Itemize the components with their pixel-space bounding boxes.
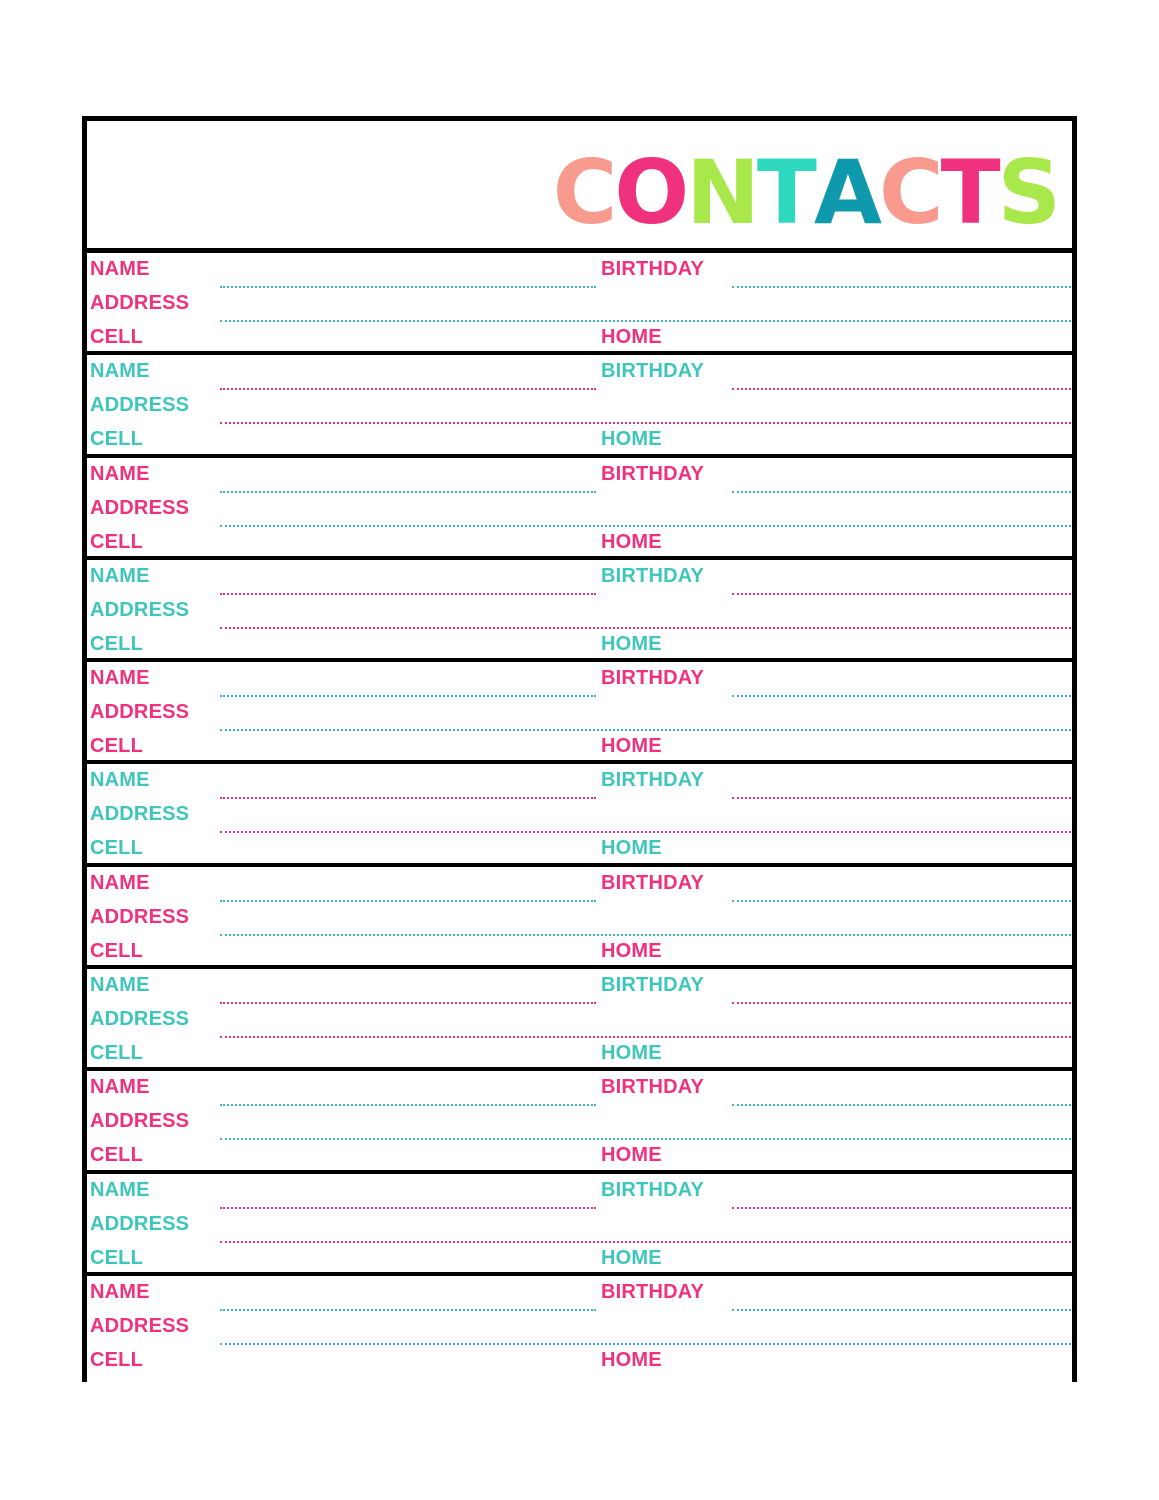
birthday-field-line[interactable] [732,1104,1071,1106]
address-label: ADDRESS [90,803,190,826]
title-letter: A [813,141,879,244]
cell-label: CELL [90,326,144,348]
cell-label: CELL [90,1042,144,1065]
title-letter: S [997,141,1058,244]
birthday-field-line[interactable] [732,1207,1071,1209]
contact-entry [87,867,1072,969]
name-label: NAME [90,564,150,587]
address-field-line[interactable] [220,1138,1071,1140]
home-label: HOME [601,530,662,553]
name-label: NAME [90,667,150,690]
contact-entry [87,662,1072,764]
name-label: NAME [90,258,150,280]
birthday-label: BIRTHDAY [601,360,705,383]
address-field-line[interactable] [220,729,1071,731]
contact-entry [87,764,1072,866]
name-field-line[interactable] [220,286,596,288]
name-label: NAME [90,871,150,894]
name-label: NAME [90,360,150,383]
home-label: HOME [601,837,662,860]
title-letter: T [940,141,998,244]
birthday-label: BIRTHDAY [601,871,705,894]
home-label: HOME [601,1144,662,1167]
name-label: NAME [90,462,150,485]
name-field-line[interactable] [220,491,596,493]
address-label: ADDRESS [90,1110,190,1133]
home-label: HOME [601,1246,662,1269]
birthday-label: BIRTHDAY [601,1076,705,1099]
contact-entry [87,1276,1072,1378]
address-label: ADDRESS [90,598,190,621]
name-label: NAME [90,769,150,792]
cell-label: CELL [90,428,144,451]
name-field-line[interactable] [220,1104,596,1106]
contacts-sheet [82,116,1077,1382]
home-label: HOME [601,735,662,758]
contact-entry [87,560,1072,662]
contact-entry [87,253,1072,355]
home-label: HOME [601,1348,662,1371]
cell-label: CELL [90,837,144,860]
birthday-field-line[interactable] [732,388,1071,390]
address-field-line[interactable] [220,831,1071,833]
address-field-line[interactable] [220,627,1071,629]
home-label: HOME [601,939,662,962]
name-field-line[interactable] [220,1002,596,1004]
address-field-line[interactable] [220,525,1071,527]
home-label: HOME [601,326,662,348]
home-label: HOME [601,632,662,655]
contact-entry [87,1071,1072,1173]
cell-label: CELL [90,530,144,553]
cell-label: CELL [90,939,144,962]
name-label: NAME [90,1076,150,1099]
contact-entry [87,458,1072,560]
name-field-line[interactable] [220,695,596,697]
address-label: ADDRESS [90,496,190,519]
address-field-line[interactable] [220,1036,1071,1038]
birthday-label: BIRTHDAY [601,564,705,587]
birthday-field-line[interactable] [732,900,1071,902]
name-field-line[interactable] [220,1309,596,1311]
title-letter: C [878,141,941,244]
page-title [553,143,1058,243]
cell-label: CELL [90,1348,144,1371]
address-label: ADDRESS [90,394,190,417]
address-field-line[interactable] [220,320,1071,322]
name-label: NAME [90,1178,150,1201]
cell-label: CELL [90,735,144,758]
title-letter: C [552,141,615,244]
birthday-label: BIRTHDAY [601,462,705,485]
address-field-line[interactable] [220,1241,1071,1243]
name-field-line[interactable] [220,388,596,390]
address-field-line[interactable] [220,1343,1071,1345]
birthday-field-line[interactable] [732,491,1071,493]
cell-label: CELL [90,1144,144,1167]
birthday-label: BIRTHDAY [601,974,705,997]
address-label: ADDRESS [90,905,190,928]
birthday-field-line[interactable] [732,695,1071,697]
name-label: NAME [90,1280,150,1303]
address-label: ADDRESS [90,1008,190,1031]
cell-label: CELL [90,1246,144,1269]
cell-label: CELL [90,632,144,655]
address-field-line[interactable] [220,422,1071,424]
title-letter: N [686,141,757,244]
address-label: ADDRESS [90,1212,190,1235]
birthday-label: BIRTHDAY [601,667,705,690]
address-label: ADDRESS [90,292,190,314]
contact-entry [87,969,1072,1071]
address-label: ADDRESS [90,1314,190,1337]
home-label: HOME [601,1042,662,1065]
birthday-label: BIRTHDAY [601,769,705,792]
birthday-label: BIRTHDAY [601,258,705,280]
birthday-field-line[interactable] [732,593,1071,595]
address-label: ADDRESS [90,701,190,724]
title-letter: O [614,141,687,244]
birthday-field-line[interactable] [732,1002,1071,1004]
title-letter: T [756,141,814,244]
name-field-line[interactable] [220,1207,596,1209]
sheet-header [87,121,1072,253]
home-label: HOME [601,428,662,451]
address-field-line[interactable] [220,934,1071,936]
birthday-field-line[interactable] [732,1309,1071,1311]
name-field-line[interactable] [220,593,596,595]
contact-entry [87,1174,1072,1276]
name-field-line[interactable] [220,797,596,799]
birthday-label: BIRTHDAY [601,1280,705,1303]
name-label: NAME [90,974,150,997]
birthday-label: BIRTHDAY [601,1178,705,1201]
name-field-line[interactable] [220,900,596,902]
contact-entries [87,253,1072,1378]
birthday-field-line[interactable] [732,797,1071,799]
contact-entry [87,355,1072,457]
birthday-field-line[interactable] [732,286,1071,288]
